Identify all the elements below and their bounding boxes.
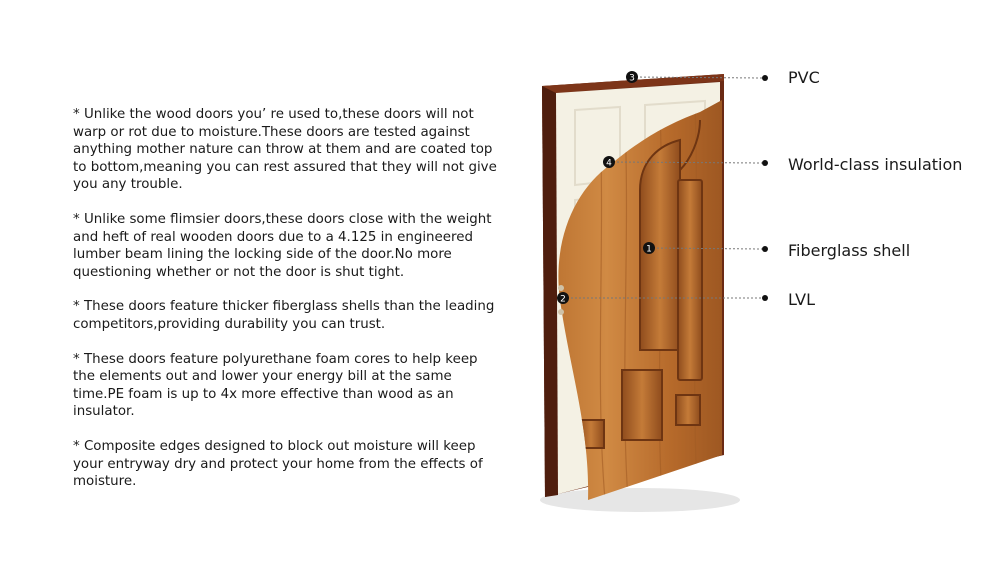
label-lvl: LVL [788,290,816,309]
lock-hole-bottom [558,309,564,315]
leader-dot-fiberglass [762,246,768,252]
leader-dot-insulation [762,160,768,166]
bullet-weatherproof: * Unlike the wood doors you’ re used to,these doors will not warp or rot due to moisture.These doors are tested against anything mother nature can throw at them and are coated top to bottom,meaning you can rest assured that they will not give you any trouble. [73,107,497,193]
callout-number-2: 2 [560,294,566,305]
callout-number-3: 3 [629,73,635,84]
leader-line-pvc [632,77,762,78]
callout-number-4: 4 [606,158,612,169]
lock-hole-top [558,285,564,291]
label-fiberglass-shell: Fiberglass shell [788,241,911,260]
bullet-weight: * Unlike some flimsier doors,these doors close with the weight and heft of real wooden doors due to a 4.125 in engineered lumber beam lining the locking side of the door.No more questioning whether or not the door is shut tight. [73,211,492,280]
label-pvc: PVC [788,68,820,87]
leader-dot-lvl [762,295,768,301]
door-shadow [540,488,740,512]
callout-number-1: 1 [646,244,652,255]
leader-dot-pvc [762,75,768,81]
door-side-edge [542,86,558,497]
bullet-foam-core: * These doors feature polyurethane foam cores to help keep the elements out and lower your energy bill at the same time.PE foam is up to 4x more effective than wood as an insulator. [73,351,478,420]
bullet-composite-edges: * Composite edges designed to block out moisture will keep your entryway dry and protect your home from the effects of moisture. [73,438,483,490]
label-insulation: World-class insulation [788,155,963,174]
bullet-fiberglass: * These doors feature thicker fiberglass shells than the leading competitors,providing durability you can trust. [73,299,495,332]
